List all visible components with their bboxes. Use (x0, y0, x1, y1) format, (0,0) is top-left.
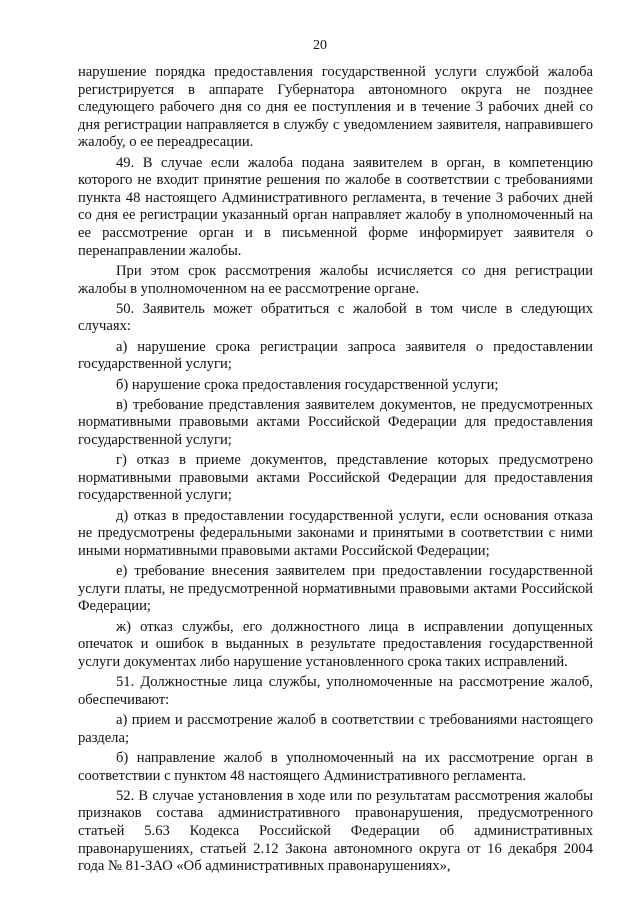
list-item-50zh: ж) отказ службы, его должностного лица в исправлении допущенных опечаток и ошибок в выданных в результате предоставления государственной услуги документах либо нарушение установленного срока таких исправлений. (78, 618, 593, 670)
list-item-50e: е) требование внесения заявителем при предоставлении государственной услуги платы, не предусмотренной нормативными правовыми актами Российской Федерации; (78, 563, 593, 615)
list-item-51a: а) прием и рассмотрение жалоб в соответствии с требованиями настоящего раздела; (78, 712, 593, 746)
list-item-50g: г) отказ в приеме документов, представление которых предусмотрено нормативными правовыми актами Российской Федерации для предоставления государственной услуги; (78, 452, 593, 504)
list-item-50d: д) отказ в предоставлении государственной услуги, если основания отказа не предусмотрены федеральными законами и принятыми в соответствии с ними иными нормативными правовыми актами Российской Федерации; (78, 507, 593, 559)
paragraph-continuation: нарушение порядка предоставления государственной услуги службой жалоба регистрируется в аппарате Губернатора автономного округа не позднее следующего рабочего дня со дня ее поступления и в течение 3 рабочих дней со дня регистрации направляется в службу с уведомлением заявителя, направившего жалобу, о ее переадресации. (78, 64, 593, 151)
paragraph-50: 50. Заявитель может обратиться с жалобой в том числе в следующих случаях: (78, 300, 593, 335)
paragraph-49: 49. В случае если жалоба подана заявителем в орган, в компетенцию которого не входит принятие решения по жалобе в соответствии с требованиями пункта 48 настоящего Административного регламента, в течение 3 рабочих дней со дня ее регистрации указанный орган направляет жалобу в уполномоченный на ее рассмотрение орган и в письменной форме информирует заявителя о перенаправлении жалобы. (78, 154, 593, 259)
list-item-50v: в) требование представления заявителем документов, не предусмотренных нормативными правовыми актами Российской Федерации для предоставления государственной услуги; (78, 396, 593, 448)
list-item-51b: б) направление жалоб в уполномоченный на их рассмотрение орган в соответствии с пунктом 48 настоящего Административного регламента. (78, 749, 593, 784)
document-body (78, 64, 593, 878)
list-item-50b: б) нарушение срока предоставления государственной услуги; (116, 376, 499, 393)
page-number: 20 (313, 38, 327, 53)
paragraph-52: 52. В случае установления в ходе или по результатам рассмотрения жалобы признаков состава административного правонарушения, предусмотренного статьей 5.63 Кодекса Российской Федерации об административных правонарушениях, статьей 2.12 Закона автономного округа от 16 декабря 2004 года № 81-ЗАО «Об административных правонарушениях», (78, 787, 593, 875)
paragraph-49-note: При этом срок рассмотрения жалобы исчисляется со дня регистрации жалобы в уполномоченном на ее рассмотрение органе. (78, 262, 593, 297)
paragraph-51: 51. Должностные лица службы, уполномоченные на рассмотрение жалоб, обеспечивают: (78, 674, 593, 708)
list-item-50a: а) нарушение срока регистрации запроса заявителя о предоставлении государственной услуги; (78, 338, 593, 373)
